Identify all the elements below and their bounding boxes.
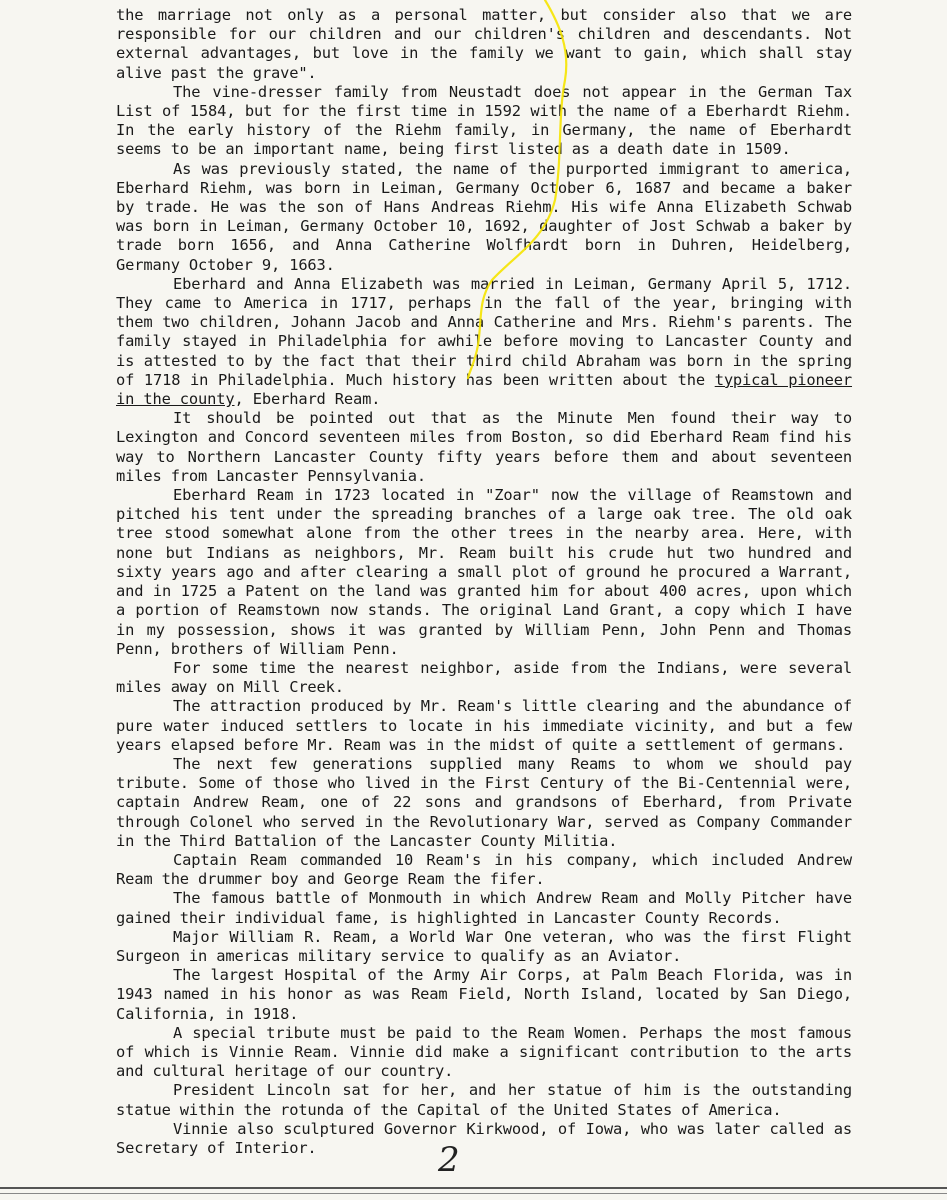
underlined-phrase: typical pioneer in the county [116,370,853,409]
paragraph-6: Eberhard Ream in 1723 located in "Zoar" now the village of Reamstown and pitched his tent under the spreading branches of a large oak tree. The old oak tree stood somewhat alone from the other trees in the nearby area. Here, with none but Indians as neighbors, Mr. Ream built his crude hut two hundred and sixty years ago and after clearing a small plot of ground he procured a Warrant, and in 1725 a Patent on the land was granted him for about 400 acres, upon which a portion of Reamstown now stands. The original Land Grant, a copy which I have in my possession, shows it was granted by William Penn, John Penn and Thomas Penn, brothers of William Penn. [116,486,852,658]
paragraph-5: It should be pointed out that as the Minute Men found their way to Lexington and Concord seventeen miles from Boston, so did Eberhard Ream find his way to Northern Lancaster County fifty years before them and about seventeen miles from Lancaster Pennsylvania. [116,409,852,485]
paragraph-8: The attraction produced by Mr. Ream's little clearing and the abundance of pure water induced settlers to locate in his immediate vicinity, and but a few years elapsed before Mr. Ream was in the midst of quite a settlement of germans. [116,697,852,754]
body-text [116,6,852,1158]
paragraph-1: the marriage not only as a personal matter, but consider also that we are responsible for our children and our children's children and descendants. Not external advantages, but love in the family we want to gain, which shall stay alive past the grave". [116,6,852,82]
paragraph-7: For some time the nearest neighbor, aside from the Indians, were several miles away on Mill Creek. [116,658,852,697]
paragraph-4-text: Eberhard and Anna Elizabeth was married in Leiman, Germany April 5, 1712. They came to America in 1717, perhaps in the fall of the year, bringing with them two children, Johann Jacob and Anna Catherine and Mrs. Riehm's parents. The family stayed in Philadelphia for awhile before moving to Lancaster County and is attested to by the fact that their third child Abraham was born in the spring of 1718 in Philadelphia. Much history has been written about the [116,274,852,389]
paragraph-15: President Lincoln sat for her, and her statue of him is the outstanding statue within the rotunda of the Capital of the United States of America. [116,1081,852,1119]
paragraph-3: As was previously stated, the name of the purported immigrant to america, Eberhard Riehm, was born in Leiman, Germany October 6, 1687 and became a baker by trade. He was the son of Hans Andreas Riehm. His wife Anna Elizabeth Schwab was born in Leiman, Germany October 10, 1692, daughter of Jost Schwab a baker by trade born 1656, and Anna Catherine Wolfhardt born in Duhren, Heidelberg, Germany October 9, 1663. [116,159,852,274]
paragraph-10: Captain Ream commanded 10 Ream's in his company, which included Andrew Ream the drummer boy and George Ream the fifer. [116,850,852,889]
paragraph-9: The next few generations supplied many Reams to whom we should pay tribute. Some of those who lived in the First Century of the Bi-Centennial were, captain Andrew Ream, one of 22 sons and grandsons of Eberhard, from Private through Colonel who served in the Revolutionary War, served as Company Commander in the Third Battalion of the Lancaster County Militia. [116,754,852,850]
paragraph-12: Major William R. Ream, a World War One veteran, who was the first Flight Surgeon in americas military service to qualify as an Aviator. [116,927,852,965]
paragraph-16: Vinnie also sculptured Governor Kirkwood, of Iowa, who was later called as Secretary of Interior. [116,1119,852,1157]
bottom-border-inner [0,1193,947,1194]
paragraph-11: The famous battle of Monmouth in which Andrew Ream and Molly Pitcher have gained their individual fame, is highlighted in Lancaster County Records. [116,889,852,927]
paragraph-13: The largest Hospital of the Army Air Corps, at Palm Beach Florida, was in 1943 named in his honor as was Ream Field, North Island, located by San Diego, California, in 1918. [116,966,852,1023]
faint-margin-note [23,614,82,626]
paragraph-14: A special tribute must be paid to the Ream Women. Perhaps the most famous of which is Vinnie Ream. Vinnie did make a significant contribution to the arts and cultural heritage of our country. [116,1023,852,1081]
paragraph-2: The vine-dresser family from Neustadt does not appear in the German Tax List of 1584, but for the first time in 1592 with the name of a Eberhardt Riehm. In the early history of the Riehm family, in Germany, the name of Eberhardt seems to be an important name, being first listed as a death date in 1509. [116,82,852,159]
page-number: 2 [438,1140,460,1180]
paragraph-4-tail: , Eberhard Ream. [234,390,381,409]
bottom-border [0,1187,947,1189]
paragraph-4 [116,275,852,409]
